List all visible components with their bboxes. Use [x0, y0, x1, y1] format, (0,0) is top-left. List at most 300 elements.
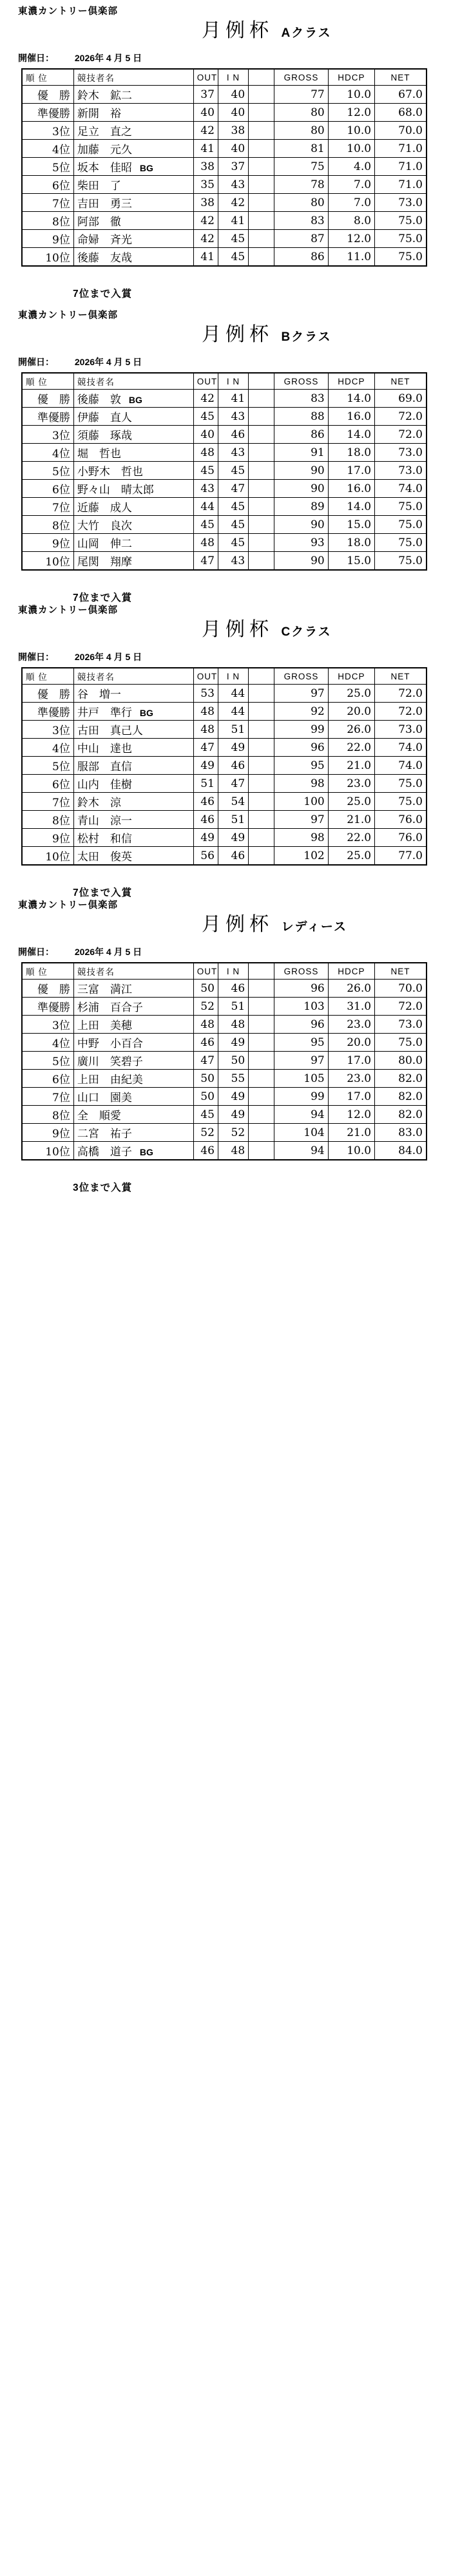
rank-cell: 準優勝 [22, 104, 73, 122]
net-cell: 72.0 [375, 998, 427, 1016]
rank-cell: 9位 [22, 829, 73, 847]
header-in: I N [218, 69, 248, 86]
date-value: 2026年 4 月 5 日 [74, 357, 142, 367]
section-ladies [0, 894, 451, 1198]
table-row [22, 140, 427, 158]
rank-cell: 8位 [22, 212, 73, 230]
table-row [22, 104, 427, 122]
table-row [22, 1016, 427, 1034]
rank-cell: 準優勝 [22, 703, 73, 721]
net-cell: 75.0 [375, 212, 427, 230]
table-row [22, 534, 427, 552]
gross-cell: 98 [274, 775, 328, 793]
player-name: 高橋 道子 [77, 1146, 132, 1159]
net-cell: 75.0 [375, 230, 427, 248]
net-cell: 83.0 [375, 1124, 427, 1142]
out-cell: 51 [193, 775, 218, 793]
header-hdcp: HDCP [328, 373, 374, 390]
player-name-cell [73, 1142, 193, 1160]
in-cell: 49 [218, 829, 248, 847]
gross-cell: 88 [274, 408, 328, 426]
hdcp-cell: 20.0 [328, 703, 374, 721]
section-class-c [0, 599, 451, 903]
gross-cell: 97 [274, 685, 328, 703]
event-date [18, 945, 142, 958]
in-cell: 43 [218, 444, 248, 462]
blank-cell [249, 534, 274, 552]
out-cell: 52 [193, 1124, 218, 1142]
net-cell: 72.0 [375, 426, 427, 444]
rank-cell: 優 勝 [22, 86, 73, 104]
blank-cell [249, 775, 274, 793]
net-cell: 74.0 [375, 757, 427, 775]
gross-cell: 99 [274, 721, 328, 739]
blank-cell [249, 462, 274, 480]
in-cell: 44 [218, 703, 248, 721]
blank-cell [249, 847, 274, 866]
table-row [22, 158, 427, 176]
hdcp-cell: 10.0 [328, 86, 374, 104]
header-gross: GROSS [274, 668, 328, 685]
gross-cell: 97 [274, 811, 328, 829]
blank-cell [249, 685, 274, 703]
header-player: 競技者名 [73, 373, 193, 390]
gross-cell: 81 [274, 140, 328, 158]
blank-cell [249, 444, 274, 462]
class-label: レディース [281, 920, 347, 934]
player-name-cell [73, 86, 193, 104]
net-cell: 73.0 [375, 194, 427, 212]
table-row [22, 248, 427, 267]
header-net: NET [375, 963, 427, 980]
in-cell: 46 [218, 426, 248, 444]
date-label: 開催日： [18, 947, 54, 957]
prize-note: 7位まで入賞 [73, 289, 133, 299]
rank-cell: 5位 [22, 1052, 73, 1070]
table-row [22, 1106, 427, 1124]
player-name: 廣川 笑碧子 [77, 1056, 143, 1068]
hdcp-cell: 17.0 [328, 462, 374, 480]
gross-cell: 102 [274, 847, 328, 866]
hdcp-cell: 17.0 [328, 1052, 374, 1070]
player-name: 足立 直之 [77, 126, 132, 138]
rank-cell: 6位 [22, 480, 73, 498]
player-name-cell [73, 462, 193, 480]
gross-cell: 89 [274, 498, 328, 516]
hdcp-cell: 17.0 [328, 1088, 374, 1106]
table-row [22, 426, 427, 444]
net-cell: 72.0 [375, 685, 427, 703]
date-label: 開催日： [18, 357, 54, 367]
table-row [22, 498, 427, 516]
best-gross-badge: BG [139, 708, 153, 718]
rank-cell: 9位 [22, 230, 73, 248]
out-cell: 49 [193, 829, 218, 847]
gross-cell: 86 [274, 426, 328, 444]
title-line [202, 14, 332, 43]
out-cell: 42 [193, 230, 218, 248]
title-line [202, 613, 332, 641]
in-cell: 46 [218, 847, 248, 866]
prize-note: 7位まで入賞 [73, 592, 133, 603]
gross-cell: 100 [274, 793, 328, 811]
header-gross: GROSS [274, 963, 328, 980]
player-name: 中山 達也 [77, 743, 132, 755]
in-cell: 44 [218, 685, 248, 703]
hdcp-cell: 11.0 [328, 248, 374, 267]
gross-cell: 87 [274, 230, 328, 248]
rank-cell: 優 勝 [22, 685, 73, 703]
gross-cell: 96 [274, 980, 328, 998]
gross-cell: 95 [274, 1034, 328, 1052]
best-gross-badge: BG [128, 395, 142, 405]
table-row [22, 1034, 427, 1052]
table-body [22, 980, 427, 1160]
player-name-cell [73, 122, 193, 140]
header-hdcp: HDCP [328, 668, 374, 685]
net-cell: 73.0 [375, 721, 427, 739]
blank-cell [249, 122, 274, 140]
out-cell: 46 [193, 793, 218, 811]
player-name-cell [73, 847, 193, 866]
table-row [22, 462, 427, 480]
player-name: 伊藤 直人 [77, 412, 132, 424]
rank-cell: 3位 [22, 426, 73, 444]
out-cell: 46 [193, 1034, 218, 1052]
player-name: 吉田 勇三 [77, 198, 132, 211]
header-out: OUT [193, 69, 218, 86]
gross-cell: 105 [274, 1070, 328, 1088]
table-row [22, 408, 427, 426]
net-cell: 73.0 [375, 1016, 427, 1034]
table-row [22, 739, 427, 757]
net-cell: 72.0 [375, 703, 427, 721]
out-cell: 48 [193, 534, 218, 552]
gross-cell: 98 [274, 829, 328, 847]
rank-cell: 8位 [22, 516, 73, 534]
results-table-class-a [21, 68, 427, 267]
in-cell: 49 [218, 739, 248, 757]
player-name: 後藤 敦 [77, 393, 121, 406]
player-name-cell [73, 1034, 193, 1052]
net-cell: 84.0 [375, 1142, 427, 1160]
blank-cell [249, 498, 274, 516]
gross-cell: 94 [274, 1106, 328, 1124]
club-name: 東濃カントリー倶楽部 [18, 310, 118, 321]
player-name: 古田 真己人 [77, 724, 143, 737]
in-cell: 40 [218, 140, 248, 158]
rank-cell: 7位 [22, 498, 73, 516]
table-row [22, 444, 427, 462]
hdcp-cell: 15.0 [328, 552, 374, 571]
rank-cell: 3位 [22, 721, 73, 739]
event-date [18, 52, 142, 64]
in-cell: 45 [218, 498, 248, 516]
player-name-cell [73, 721, 193, 739]
blank-cell [249, 516, 274, 534]
in-cell: 45 [218, 248, 248, 267]
table-row [22, 757, 427, 775]
rank-cell: 準優勝 [22, 998, 73, 1016]
date-label: 開催日： [18, 652, 54, 662]
rank-cell: 3位 [22, 122, 73, 140]
gross-cell: 95 [274, 757, 328, 775]
event-date [18, 650, 142, 663]
net-cell: 75.0 [375, 516, 427, 534]
player-name-cell [73, 140, 193, 158]
net-cell: 82.0 [375, 1106, 427, 1124]
out-cell: 53 [193, 685, 218, 703]
date-value: 2026年 4 月 5 日 [74, 947, 142, 957]
player-name-cell [73, 104, 193, 122]
net-cell: 75.0 [375, 552, 427, 571]
blank-cell [249, 426, 274, 444]
player-name-cell [73, 739, 193, 757]
rank-cell: 8位 [22, 811, 73, 829]
player-name: 三富 満江 [77, 983, 132, 996]
hdcp-cell: 25.0 [328, 793, 374, 811]
player-name: 坂本 佳昭 [77, 162, 132, 175]
table-row [22, 1124, 427, 1142]
gross-cell: 80 [274, 122, 328, 140]
out-cell: 46 [193, 811, 218, 829]
player-name-cell [73, 775, 193, 793]
header-net: NET [375, 668, 427, 685]
blank-cell [249, 703, 274, 721]
table-row [22, 980, 427, 998]
best-gross-badge: BG [139, 1147, 153, 1157]
out-cell: 41 [193, 140, 218, 158]
header-rank: 順 位 [22, 373, 73, 390]
date-value: 2026年 4 月 5 日 [74, 652, 142, 662]
results-table-class-c [21, 667, 427, 866]
table-row [22, 480, 427, 498]
class-label: Bクラス [281, 330, 332, 344]
out-cell: 37 [193, 86, 218, 104]
hdcp-cell: 18.0 [328, 534, 374, 552]
net-cell: 75.0 [375, 793, 427, 811]
hdcp-cell: 7.0 [328, 176, 374, 194]
net-cell: 75.0 [375, 248, 427, 267]
in-cell: 51 [218, 811, 248, 829]
in-cell: 51 [218, 998, 248, 1016]
blank-cell [249, 176, 274, 194]
rank-cell: 10位 [22, 847, 73, 866]
hdcp-cell: 31.0 [328, 998, 374, 1016]
header-player: 競技者名 [73, 963, 193, 980]
hdcp-cell: 10.0 [328, 122, 374, 140]
net-cell: 76.0 [375, 811, 427, 829]
player-name: 山岡 伸二 [77, 538, 132, 551]
header-in: I N [218, 963, 248, 980]
out-cell: 45 [193, 462, 218, 480]
player-name: 杉浦 百合子 [77, 1001, 143, 1014]
net-cell: 76.0 [375, 829, 427, 847]
player-name: 鈴木 涼 [77, 797, 121, 810]
table-row [22, 194, 427, 212]
hdcp-cell: 14.0 [328, 498, 374, 516]
blank-cell [249, 1034, 274, 1052]
player-name-cell [73, 516, 193, 534]
blank-cell [249, 86, 274, 104]
header-in: I N [218, 373, 248, 390]
in-cell: 37 [218, 158, 248, 176]
event-title: 月例杯 [202, 323, 273, 346]
class-label: Cクラス [281, 625, 332, 639]
blank-cell [249, 721, 274, 739]
player-name: 加藤 元久 [77, 144, 132, 156]
table-row [22, 829, 427, 847]
player-name-cell [73, 980, 193, 998]
in-cell: 47 [218, 775, 248, 793]
prize-note: 3位まで入賞 [73, 1182, 133, 1193]
header-player: 競技者名 [73, 69, 193, 86]
player-name-cell [73, 230, 193, 248]
header-hdcp: HDCP [328, 963, 374, 980]
header-out: OUT [193, 963, 218, 980]
hdcp-cell: 16.0 [328, 408, 374, 426]
table-row [22, 685, 427, 703]
title-line [202, 318, 332, 346]
header-blank [249, 69, 274, 86]
blank-cell [249, 140, 274, 158]
table-row [22, 212, 427, 230]
rank-cell: 7位 [22, 793, 73, 811]
gross-cell: 91 [274, 444, 328, 462]
header-gross: GROSS [274, 373, 328, 390]
out-cell: 42 [193, 390, 218, 408]
header-player: 競技者名 [73, 668, 193, 685]
gross-cell: 96 [274, 1016, 328, 1034]
player-name-cell [73, 1088, 193, 1106]
results-table-class-b [21, 372, 427, 571]
table-row [22, 516, 427, 534]
club-name: 東濃カントリー倶楽部 [18, 605, 118, 616]
prize-note: 7位まで入賞 [73, 887, 133, 898]
gross-cell: 94 [274, 1142, 328, 1160]
out-cell: 44 [193, 498, 218, 516]
rank-cell: 5位 [22, 757, 73, 775]
rank-cell: 優 勝 [22, 390, 73, 408]
hdcp-cell: 12.0 [328, 104, 374, 122]
player-name-cell [73, 1052, 193, 1070]
hdcp-cell: 12.0 [328, 230, 374, 248]
rank-cell: 準優勝 [22, 408, 73, 426]
player-name-cell [73, 158, 193, 176]
out-cell: 50 [193, 1088, 218, 1106]
player-name-cell [73, 390, 193, 408]
hdcp-cell: 8.0 [328, 212, 374, 230]
in-cell: 55 [218, 1070, 248, 1088]
event-date [18, 355, 142, 368]
rank-cell: 4位 [22, 1034, 73, 1052]
net-cell: 72.0 [375, 408, 427, 426]
player-name: 二宮 祐子 [77, 1128, 132, 1141]
header-rank: 順 位 [22, 69, 73, 86]
hdcp-cell: 23.0 [328, 1070, 374, 1088]
player-name: 松村 和信 [77, 833, 132, 846]
event-title: 月例杯 [202, 618, 273, 641]
hdcp-cell: 10.0 [328, 1142, 374, 1160]
in-cell: 46 [218, 980, 248, 998]
player-name-cell [73, 498, 193, 516]
net-cell: 71.0 [375, 140, 427, 158]
out-cell: 47 [193, 552, 218, 571]
out-cell: 56 [193, 847, 218, 866]
out-cell: 50 [193, 1070, 218, 1088]
blank-cell [249, 552, 274, 571]
player-name: 井戸 準行 [77, 706, 132, 719]
table-row [22, 703, 427, 721]
player-name-cell [73, 1124, 193, 1142]
section-class-a [0, 0, 451, 304]
gross-cell: 104 [274, 1124, 328, 1142]
in-cell: 45 [218, 534, 248, 552]
player-name-cell [73, 703, 193, 721]
player-name-cell [73, 248, 193, 267]
player-name-cell [73, 1106, 193, 1124]
hdcp-cell: 25.0 [328, 685, 374, 703]
blank-cell [249, 212, 274, 230]
hdcp-cell: 18.0 [328, 444, 374, 462]
rank-cell: 10位 [22, 552, 73, 571]
hdcp-cell: 21.0 [328, 811, 374, 829]
hdcp-cell: 23.0 [328, 775, 374, 793]
table-header-row [22, 373, 427, 390]
out-cell: 48 [193, 703, 218, 721]
gross-cell: 92 [274, 703, 328, 721]
header-out: OUT [193, 373, 218, 390]
blank-cell [249, 408, 274, 426]
in-cell: 50 [218, 1052, 248, 1070]
player-name: 堀 哲也 [77, 448, 121, 460]
table-row [22, 1070, 427, 1088]
gross-cell: 103 [274, 998, 328, 1016]
net-cell: 67.0 [375, 86, 427, 104]
hdcp-cell: 14.0 [328, 390, 374, 408]
rank-cell: 7位 [22, 194, 73, 212]
in-cell: 40 [218, 86, 248, 104]
in-cell: 40 [218, 104, 248, 122]
table-body [22, 685, 427, 866]
hdcp-cell: 26.0 [328, 980, 374, 998]
gross-cell: 83 [274, 212, 328, 230]
player-name: 命婦 斉光 [77, 234, 132, 247]
table-row [22, 775, 427, 793]
player-name-cell [73, 1016, 193, 1034]
hdcp-cell: 21.0 [328, 757, 374, 775]
hdcp-cell: 14.0 [328, 426, 374, 444]
net-cell: 73.0 [375, 462, 427, 480]
out-cell: 42 [193, 212, 218, 230]
rank-cell: 6位 [22, 775, 73, 793]
header-hdcp: HDCP [328, 69, 374, 86]
in-cell: 49 [218, 1088, 248, 1106]
table-row [22, 1052, 427, 1070]
player-name-cell [73, 793, 193, 811]
net-cell: 75.0 [375, 534, 427, 552]
blank-cell [249, 248, 274, 267]
table-row [22, 1142, 427, 1160]
hdcp-cell: 22.0 [328, 739, 374, 757]
player-name-cell [73, 829, 193, 847]
blank-cell [249, 1052, 274, 1070]
rank-cell: 6位 [22, 176, 73, 194]
player-name-cell [73, 811, 193, 829]
blank-cell [249, 811, 274, 829]
table-row [22, 122, 427, 140]
header-blank [249, 373, 274, 390]
